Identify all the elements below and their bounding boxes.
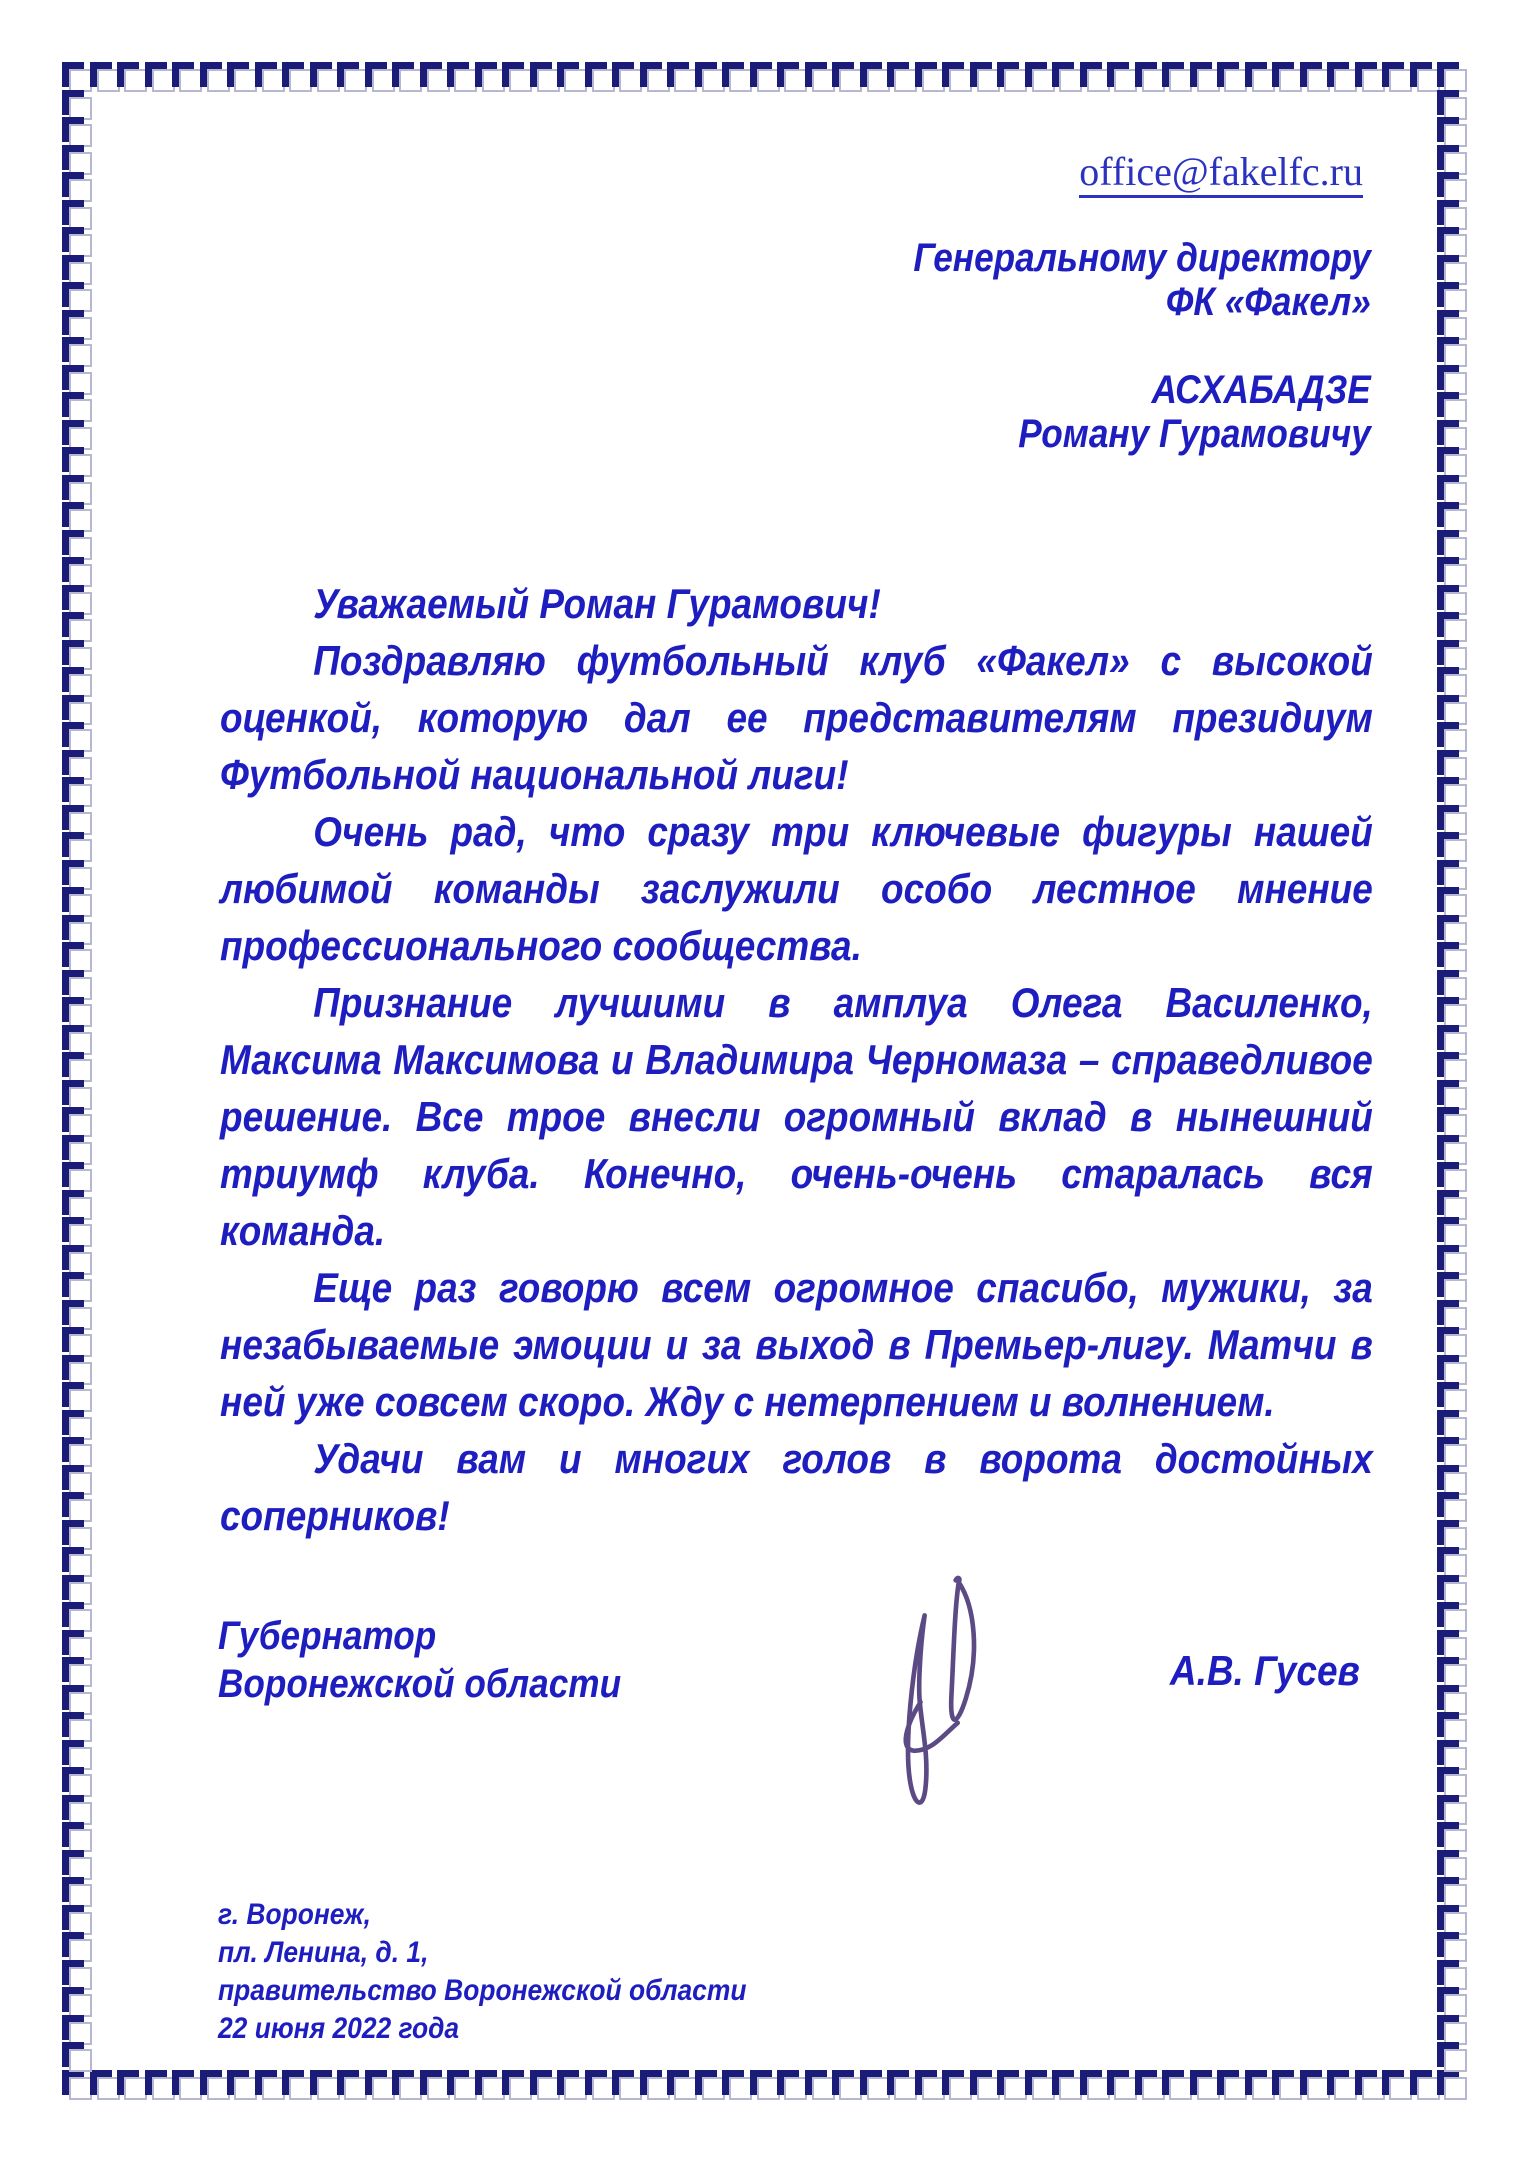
border-unit	[310, 62, 338, 90]
border-unit	[1437, 1492, 1465, 1520]
border-unit	[612, 62, 640, 90]
border-unit	[915, 2070, 943, 2098]
border-unit	[1437, 62, 1465, 90]
border-unit	[1437, 90, 1465, 118]
border-unit	[1437, 1630, 1465, 1658]
border-unit	[1080, 2070, 1108, 2098]
border-unit	[62, 420, 90, 448]
border-unit	[62, 392, 90, 420]
border-unit	[1410, 62, 1438, 90]
border-unit	[1437, 1052, 1465, 1080]
border-unit	[62, 585, 90, 613]
border-unit	[62, 200, 90, 228]
border-unit	[1437, 117, 1465, 145]
border-unit	[365, 62, 393, 90]
border-unit	[62, 832, 90, 860]
paragraph: Еще раз говорю всем огромное спасибо, мужики, за незабываемые эмоции и за выход в Премьер-лигу. Матчи в ней уже совсем скоро. Жду с нетерпением и волнением.	[220, 1264, 1373, 1425]
border-unit	[1217, 2070, 1245, 2098]
border-unit	[62, 1355, 90, 1383]
border-unit	[62, 1630, 90, 1658]
border-unit	[1300, 2070, 1328, 2098]
border-unit	[62, 282, 90, 310]
border-unit	[1437, 1355, 1465, 1383]
border-unit	[1437, 1960, 1465, 1988]
border-unit	[1437, 1602, 1465, 1630]
border-unit	[1025, 62, 1053, 90]
border-unit	[62, 887, 90, 915]
border-unit	[695, 2070, 723, 2098]
border-unit	[62, 970, 90, 998]
border-unit	[502, 2070, 530, 2098]
border-unit	[1052, 2070, 1080, 2098]
border-unit	[1355, 62, 1383, 90]
border-unit	[1437, 1850, 1465, 1878]
border-unit	[62, 255, 90, 283]
border-unit	[1135, 2070, 1163, 2098]
border-unit	[62, 310, 90, 338]
border-unit	[62, 1052, 90, 1080]
border-unit	[1437, 310, 1465, 338]
signer-position	[218, 1612, 676, 1708]
border-unit	[1437, 1657, 1465, 1685]
border-unit	[1437, 1327, 1465, 1355]
border-unit	[860, 62, 888, 90]
border-unit	[1437, 1107, 1465, 1135]
border-unit	[62, 1492, 90, 1520]
recipient-name-line: АСХАБАДЗЕ	[1151, 368, 1371, 412]
border-unit	[1437, 557, 1465, 585]
border-unit	[1162, 62, 1190, 90]
border-unit	[1107, 2070, 1135, 2098]
border-unit	[62, 117, 90, 145]
border-unit	[62, 2015, 90, 2043]
border-unit	[447, 2070, 475, 2098]
border-unit	[1437, 1382, 1465, 1410]
recipient-name-line: Роману Гурамовичу	[1018, 412, 1371, 456]
border-unit	[62, 1080, 90, 1108]
border-unit	[62, 1795, 90, 1823]
border-unit	[1437, 1162, 1465, 1190]
border-unit	[62, 1245, 90, 1273]
border-unit	[722, 62, 750, 90]
border-unit	[392, 62, 420, 90]
border-unit	[1437, 447, 1465, 475]
border-unit	[62, 1162, 90, 1190]
border-unit	[1245, 2070, 1273, 2098]
border-unit	[62, 997, 90, 1025]
border-unit	[62, 915, 90, 943]
border-unit	[475, 62, 503, 90]
border-unit	[1327, 62, 1355, 90]
border-unit	[1437, 887, 1465, 915]
border-unit	[1437, 255, 1465, 283]
border-unit	[62, 1135, 90, 1163]
border-unit	[1437, 282, 1465, 310]
border-unit	[1437, 640, 1465, 668]
border-unit	[1437, 502, 1465, 530]
border-unit	[805, 2070, 833, 2098]
border-unit	[1437, 832, 1465, 860]
signer-position-line: Воронежской области	[218, 1662, 622, 1706]
border-unit	[640, 62, 668, 90]
border-unit	[62, 722, 90, 750]
border-unit	[1052, 62, 1080, 90]
border-unit	[585, 62, 613, 90]
border-unit	[62, 447, 90, 475]
border-unit	[1437, 1272, 1465, 1300]
border-unit	[145, 62, 173, 90]
border-unit	[1437, 695, 1465, 723]
border-unit	[62, 1850, 90, 1878]
border-unit	[1437, 1575, 1465, 1603]
border-unit	[502, 62, 530, 90]
border-unit	[227, 2070, 255, 2098]
paragraph: Поздравляю футбольный клуб «Факел» с высокой оценкой, которую дал ее представителям президиум Футбольной национальной лиги!	[220, 637, 1373, 798]
border-unit	[1437, 1217, 1465, 1245]
border-unit	[255, 2070, 283, 2098]
border-unit	[1437, 1465, 1465, 1493]
border-unit	[1025, 2070, 1053, 2098]
border-unit	[1437, 722, 1465, 750]
border-unit	[227, 62, 255, 90]
border-unit	[200, 62, 228, 90]
border-unit	[805, 62, 833, 90]
border-unit	[117, 62, 145, 90]
border-unit	[1190, 62, 1218, 90]
border-unit	[1437, 1135, 1465, 1163]
border-unit	[722, 2070, 750, 2098]
border-unit	[1437, 1987, 1465, 2015]
border-unit	[62, 612, 90, 640]
border-unit	[1437, 2070, 1465, 2098]
border-unit	[420, 62, 448, 90]
border-unit	[282, 2070, 310, 2098]
border-unit	[62, 1300, 90, 1328]
border-unit	[62, 530, 90, 558]
border-unit	[695, 62, 723, 90]
border-unit	[1437, 997, 1465, 1025]
border-unit	[62, 1657, 90, 1685]
border-unit	[172, 2070, 200, 2098]
border-unit	[1437, 1080, 1465, 1108]
border-unit	[1437, 1877, 1465, 1905]
border-unit	[145, 2070, 173, 2098]
border-unit	[777, 2070, 805, 2098]
border-unit	[337, 62, 365, 90]
salutation: Уважаемый Роман Гурамович!	[313, 580, 881, 627]
border-unit	[90, 62, 118, 90]
border-unit	[777, 62, 805, 90]
border-unit	[1437, 1822, 1465, 1850]
border-unit	[1437, 1932, 1465, 1960]
border-unit	[1437, 1767, 1465, 1795]
border-unit	[750, 62, 778, 90]
border-unit	[62, 695, 90, 723]
border-unit	[1327, 2070, 1355, 2098]
border-unit	[392, 2070, 420, 2098]
border-unit	[62, 557, 90, 585]
border-unit	[667, 2070, 695, 2098]
border-unit	[1437, 1245, 1465, 1273]
border-unit	[62, 1740, 90, 1768]
border-unit	[1437, 200, 1465, 228]
spacer	[914, 324, 1371, 368]
border-unit	[1437, 805, 1465, 833]
border-unit	[832, 62, 860, 90]
border-unit	[62, 1767, 90, 1795]
border-unit	[1437, 942, 1465, 970]
border-unit	[1437, 365, 1465, 393]
border-unit	[310, 2070, 338, 2098]
border-unit	[1437, 1025, 1465, 1053]
border-unit	[1217, 62, 1245, 90]
border-unit	[1437, 2042, 1465, 2070]
border-unit	[447, 62, 475, 90]
border-unit	[832, 2070, 860, 2098]
border-unit	[365, 2070, 393, 2098]
border-unit	[970, 2070, 998, 2098]
border-unit	[1382, 62, 1410, 90]
border-unit	[62, 1025, 90, 1053]
border-unit	[62, 475, 90, 503]
signer-name: А.В. Гусев	[1170, 1647, 1360, 1694]
border-unit	[62, 1822, 90, 1850]
border-unit	[1437, 585, 1465, 613]
border-unit	[62, 667, 90, 695]
border-unit	[62, 227, 90, 255]
border-unit	[1437, 667, 1465, 695]
border-unit	[530, 62, 558, 90]
border-unit	[90, 2070, 118, 2098]
border-unit	[62, 1520, 90, 1548]
border-unit	[62, 62, 90, 90]
border-unit	[1437, 227, 1465, 255]
border-unit	[1382, 2070, 1410, 2098]
border-unit	[1437, 337, 1465, 365]
border-unit	[62, 145, 90, 173]
border-unit	[1437, 1740, 1465, 1768]
border-unit	[62, 365, 90, 393]
border-unit	[1080, 62, 1108, 90]
paragraph: Очень рад, что сразу три ключевые фигуры нашей любимой команды заслужили особо лестное мнение профессионального сообщества.	[220, 808, 1373, 969]
border-unit	[1437, 1905, 1465, 1933]
border-unit	[1437, 1520, 1465, 1548]
border-unit	[997, 2070, 1025, 2098]
border-unit	[1437, 1300, 1465, 1328]
border-unit	[1437, 145, 1465, 173]
border-unit	[475, 2070, 503, 2098]
border-unit	[942, 62, 970, 90]
border-unit	[62, 1685, 90, 1713]
border-unit	[1437, 1685, 1465, 1713]
border-unit	[1410, 2070, 1438, 2098]
border-unit	[887, 62, 915, 90]
footer-date: 22 июня 2022 года	[218, 2012, 460, 2045]
border-unit	[62, 640, 90, 668]
signer-position-line: Губернатор	[218, 1614, 437, 1658]
border-unit	[117, 2070, 145, 2098]
footer-org: правительство Воронежской области	[218, 1974, 747, 2007]
recipient-title-line: Генеральному директору	[913, 236, 1371, 280]
border-unit	[1300, 62, 1328, 90]
border-unit	[1135, 62, 1163, 90]
recipient-title-line: ФК «Факел»	[1166, 280, 1371, 324]
border-unit	[62, 1272, 90, 1300]
border-unit	[750, 2070, 778, 2098]
border-unit	[1437, 392, 1465, 420]
border-unit	[62, 1382, 90, 1410]
border-unit	[62, 750, 90, 778]
border-unit	[62, 1602, 90, 1630]
border-unit	[62, 860, 90, 888]
border-unit	[62, 1960, 90, 1988]
border-unit	[62, 805, 90, 833]
border-unit	[62, 172, 90, 200]
border-unit	[62, 1107, 90, 1135]
border-unit	[915, 62, 943, 90]
border-unit	[62, 1712, 90, 1740]
border-unit	[557, 62, 585, 90]
border-unit	[1437, 1410, 1465, 1438]
border-unit	[62, 1547, 90, 1575]
border-unit	[667, 62, 695, 90]
border-unit	[200, 2070, 228, 2098]
border-unit	[887, 2070, 915, 2098]
border-unit	[62, 90, 90, 118]
border-unit	[612, 2070, 640, 2098]
border-unit	[1162, 2070, 1190, 2098]
border-unit	[640, 2070, 668, 2098]
border-unit	[62, 502, 90, 530]
email-line	[1079, 148, 1363, 195]
border-unit	[1437, 530, 1465, 558]
border-unit	[62, 1410, 90, 1438]
border-unit	[62, 1575, 90, 1603]
border-unit	[1437, 2015, 1465, 2043]
border-unit	[62, 942, 90, 970]
border-unit	[557, 2070, 585, 2098]
border-unit	[62, 1932, 90, 1960]
border-unit	[62, 777, 90, 805]
email-link[interactable]: office@fakelfc.ru	[1079, 149, 1363, 198]
border-unit	[1437, 1547, 1465, 1575]
border-unit	[1437, 612, 1465, 640]
border-unit	[62, 1217, 90, 1245]
border-unit	[172, 62, 200, 90]
border-unit	[585, 2070, 613, 2098]
border-unit	[1107, 62, 1135, 90]
border-unit	[860, 2070, 888, 2098]
border-unit	[1272, 2070, 1300, 2098]
footer-street: пл. Ленина, д. 1,	[218, 1936, 429, 1969]
border-unit	[1437, 475, 1465, 503]
border-unit	[1272, 62, 1300, 90]
border-unit	[997, 62, 1025, 90]
border-unit	[1437, 1437, 1465, 1465]
border-unit	[1245, 62, 1273, 90]
border-unit	[1437, 1190, 1465, 1218]
border-unit	[530, 2070, 558, 2098]
border-unit	[62, 1437, 90, 1465]
footer-block	[218, 1896, 819, 2048]
handwritten-signature	[852, 1572, 1020, 1820]
border-unit	[1437, 420, 1465, 448]
border-unit	[970, 62, 998, 90]
letter-body	[220, 575, 1373, 1544]
border-unit	[282, 62, 310, 90]
border-unit	[1437, 1712, 1465, 1740]
recipient-block	[851, 236, 1371, 456]
border-unit	[62, 1327, 90, 1355]
border-unit	[1437, 750, 1465, 778]
border-unit	[62, 337, 90, 365]
border-unit	[420, 2070, 448, 2098]
border-unit	[1437, 915, 1465, 943]
border-unit	[62, 1465, 90, 1493]
footer-city: г. Воронеж,	[218, 1898, 371, 1931]
border-unit	[1190, 2070, 1218, 2098]
paragraph: Признание лучшими в амплуа Олега Василенко, Максима Максимова и Владимира Черномаза – справедливое решение. Все трое внесли огромный вклад в нынешний триумф клуба. Конечно, очень-очень старалась вся команда.	[220, 979, 1373, 1254]
border-unit	[1437, 1795, 1465, 1823]
border-unit	[1437, 860, 1465, 888]
border-unit	[62, 1877, 90, 1905]
border-unit	[1437, 970, 1465, 998]
border-unit	[62, 1905, 90, 1933]
border-unit	[62, 1987, 90, 2015]
border-unit	[1437, 172, 1465, 200]
border-unit	[942, 2070, 970, 2098]
border-unit	[1355, 2070, 1383, 2098]
paragraph: Удачи вам и многих голов в ворота достойных соперников!	[220, 1435, 1373, 1539]
border-unit	[62, 2042, 90, 2070]
border-unit	[337, 2070, 365, 2098]
border-unit	[255, 62, 283, 90]
border-unit	[1437, 777, 1465, 805]
border-unit	[62, 2070, 90, 2098]
border-unit	[62, 1190, 90, 1218]
